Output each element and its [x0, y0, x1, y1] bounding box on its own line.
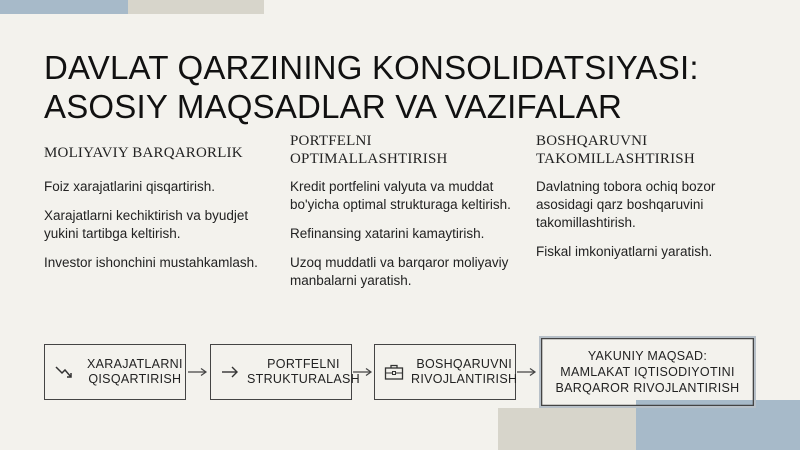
final-goal-line3: BARQAROR RIVOJLANTIRISH	[555, 381, 740, 395]
column-heading-line2: TAKOMILLASHTIRISH	[536, 151, 695, 167]
final-goal-line1: YAKUNIY MAQSAD:	[587, 349, 708, 363]
column-item: Xarajatlarni kechiktirish va byudjet yukini tartibga keltirish.	[44, 208, 249, 241]
column-heading: MOLIYAVIY BARQARORLIK	[44, 145, 243, 161]
column-item: Fiskal imkoniyatlarni yaratish.	[536, 244, 713, 259]
column-management-improvement	[536, 132, 766, 272]
column-item: Investor ishonchini mustahkamlash.	[44, 255, 258, 270]
decor-block-beige-bottom	[498, 408, 636, 450]
column-item: Foiz xarajatlarini qisqartirish.	[44, 179, 216, 194]
column-heading	[536, 132, 766, 172]
column-heading-line2: OPTIMALLASHTIRISH	[290, 151, 448, 167]
decor-block-blue-top	[0, 0, 128, 14]
flow-step-label-line1: XARAJATLARNI	[87, 357, 183, 371]
column-heading-line1: PORTFELNI	[290, 133, 372, 149]
flow-step-restructure-portfolio	[210, 344, 360, 400]
slide-title	[44, 48, 764, 126]
flow-step-label-line1: PORTFELNI	[267, 357, 340, 371]
flow-step-label	[411, 357, 517, 387]
flow-step-label-line2: STRUKTURALASH	[247, 372, 360, 386]
briefcase-icon	[383, 361, 405, 383]
flow-arrow-icon	[517, 367, 537, 377]
final-goal-label	[555, 348, 739, 396]
flow-step-develop-management	[374, 344, 516, 400]
column-heading	[290, 132, 518, 172]
column-heading-line1: BOSHQARUVNI	[536, 133, 648, 149]
flow-step-label-line2: QISQARTIRISH	[88, 372, 182, 386]
column-item: Davlatning tobora ochiq bozor asosidagi qarz boshqaruvini takomillashtirish.	[536, 179, 716, 230]
flow-arrow-icon	[188, 367, 208, 377]
column-portfolio-optimization	[290, 132, 518, 301]
arrow-right-icon	[219, 361, 241, 383]
slide-title-line2: ASOSIY MAQSADLAR VA VAZIFALAR	[44, 88, 622, 125]
column-item: Refinansing xatarini kamaytirish.	[290, 226, 485, 241]
final-goal-line2: MAMLAKAT IQTISODIYOTINI	[560, 365, 735, 379]
flow-step-label-line1: BOSHQARUVNI	[416, 357, 512, 371]
column-item: Kredit portfelini valyuta va muddat bo'yicha optimal strukturaga keltirish.	[290, 179, 511, 212]
flow-step-reduce-costs	[44, 344, 186, 400]
flow-arrow-icon	[353, 367, 373, 377]
trend-down-icon	[53, 361, 75, 383]
flow-step-label-line2: RIVOJLANTIRISH	[411, 372, 518, 386]
flow-step-label	[87, 357, 183, 387]
flow-final-goal	[539, 336, 756, 408]
column-item: Uzoq muddatli va barqaror moliyaviy manbalarni yaratish.	[290, 255, 509, 288]
slide-title-line1: DAVLAT QARZINING KONSOLIDATSIYASI:	[44, 49, 699, 86]
column-financial-stability	[44, 132, 274, 283]
flow-step-label	[247, 357, 360, 387]
decor-block-beige-top	[128, 0, 264, 14]
